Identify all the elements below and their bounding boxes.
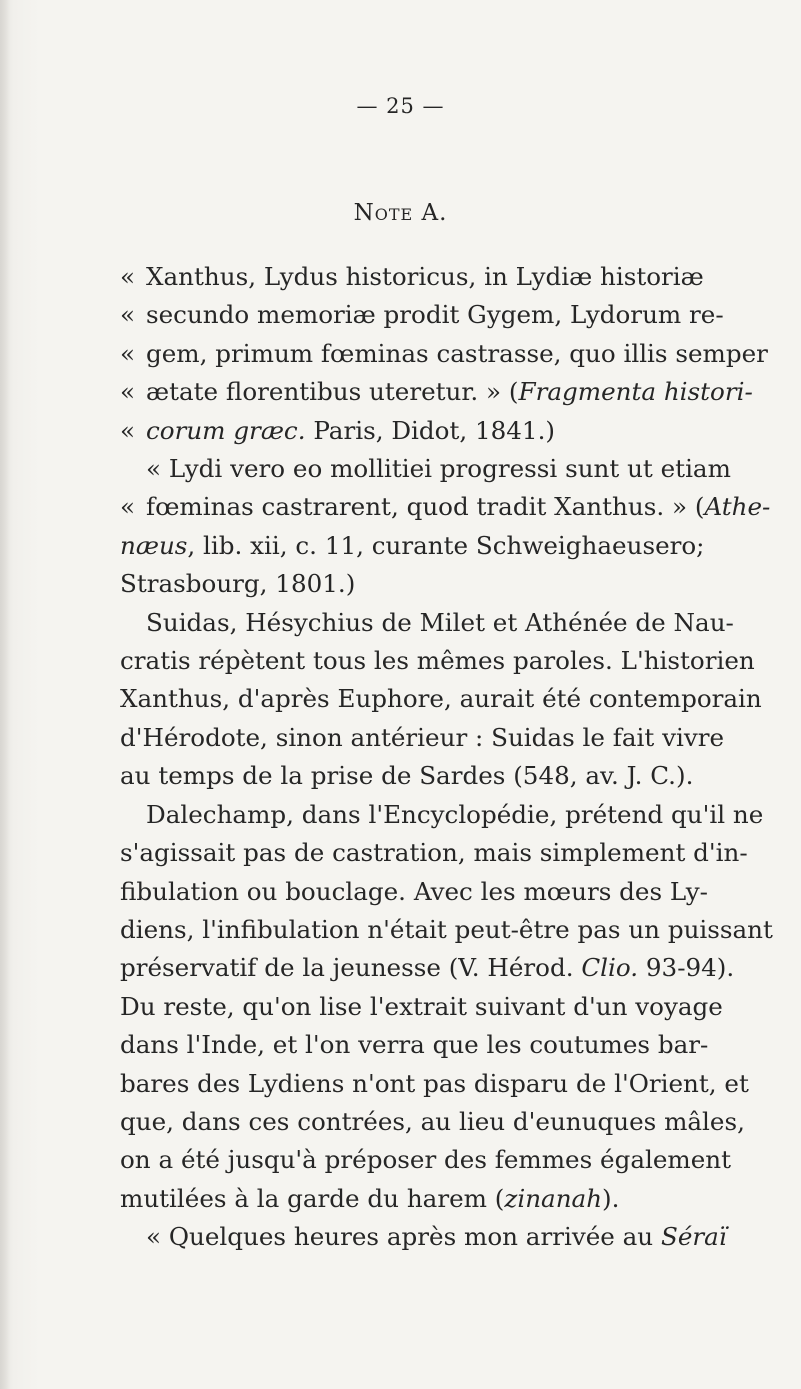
text-run: cratis répètent tous les mêmes paroles. L'historien (120, 646, 755, 676)
text-run: Dalechamp, dans l'Encyclopédie, prétend qu'il ne (146, 799, 764, 829)
text-line (120, 1218, 727, 1256)
text-line (120, 757, 692, 795)
text-run: secundo memoriæ prodit Gygem, Lydorum re- (146, 300, 724, 330)
text-run: que, dans ces contrées, au lieu d'eunuques mâles, (120, 1106, 745, 1136)
text-line (120, 258, 704, 296)
text-line (120, 680, 762, 718)
text-line (120, 565, 692, 603)
text-run: « (120, 338, 136, 368)
italic-text: Fragmenta histori- (518, 377, 753, 407)
text-run: « Lydi vero eo mollitiei progressi sunt ut etiam (146, 454, 731, 484)
text-line (120, 719, 725, 757)
text-line (120, 527, 705, 565)
italic-text: næus (120, 530, 188, 560)
text-run: s'agissait pas de castration, mais simplement d'in- (120, 838, 748, 868)
italic-text: Athe- (704, 492, 771, 522)
text-run: « (120, 492, 136, 522)
italic-text: corum græc. (146, 415, 306, 445)
body-text (120, 258, 773, 1257)
text-line (120, 642, 755, 680)
italic-text: Séraï (660, 1222, 727, 1252)
text-line (120, 911, 773, 949)
text-run: « (120, 377, 136, 407)
text-run: « (120, 415, 136, 445)
text-run: mutilées à la garde du harem ( (120, 1183, 505, 1213)
text-line (120, 1065, 749, 1103)
text-line (120, 450, 731, 488)
text-run: fœminas castrarent, quod tradit Xanthus. » ( (146, 492, 705, 522)
text-line (120, 296, 724, 334)
text-line (120, 604, 734, 642)
text-run: bares des Lydiens n'ont pas disparu de l'Orient, et (120, 1068, 749, 1098)
text-run: Strasbourg, 1801.) (120, 569, 356, 599)
text-run: fibulation ou bouclage. Avec les mœurs des Ly- (120, 876, 708, 906)
text-run: ). (602, 1183, 620, 1213)
text-line (120, 834, 748, 872)
text-run: Du reste, qu'on lise l'extrait suivant d'un voyage (120, 991, 723, 1021)
text-run: Xanthus, Lydus historicus, in Lydiæ historiæ (146, 262, 704, 291)
text-run: au temps de la prise de Sardes (548, av. J. C.). (120, 761, 694, 791)
text-run: « Quelques heures après mon arrivée au (146, 1222, 661, 1252)
text-run: « (120, 300, 136, 330)
text-line (120, 1180, 692, 1218)
text-run: Paris, Didot, 1841.) (305, 415, 555, 445)
text-run: dans l'Inde, et l'on verra que les coutumes bar- (120, 1030, 709, 1060)
text-line (120, 1103, 745, 1141)
text-run: Xanthus, d'après Euphore, aurait été contemporain (120, 684, 762, 714)
text-line (120, 1141, 732, 1179)
text-run: préservatif de la jeunesse (V. Hérod. (120, 953, 582, 983)
text-line (120, 1026, 709, 1064)
text-line (120, 412, 692, 450)
text-run: diens, l'infibulation n'était peut-être pas un puissant (120, 914, 773, 944)
text-line (120, 988, 723, 1026)
text-run: d'Hérodote, sinon antérieur : Suidas le fait vivre (120, 722, 725, 752)
text-line (120, 373, 753, 411)
text-run: « (120, 262, 136, 291)
text-run: ætate florentibus uteretur. » ( (146, 377, 519, 407)
text-run: Suidas, Hésychius de Milet et Athénée de Nau- (146, 607, 734, 637)
page-number: — 25 — (356, 94, 445, 118)
text-line (120, 949, 735, 987)
italic-text: zinanah (504, 1183, 603, 1213)
text-run: on a été jusqu'à préposer des femmes également (120, 1145, 732, 1175)
italic-text: Clio. (581, 953, 639, 983)
text-line (120, 796, 764, 834)
text-line (120, 873, 708, 911)
text-run: 93-94). (638, 953, 735, 983)
text-run: gem, primum fœminas castrasse, quo illis semper (146, 338, 768, 368)
text-line (120, 335, 768, 373)
text-line (120, 488, 771, 526)
text-run: , lib. xii, c. 11, curante Schweighaeusero; (187, 530, 705, 560)
note-title: Note A. (353, 200, 448, 226)
